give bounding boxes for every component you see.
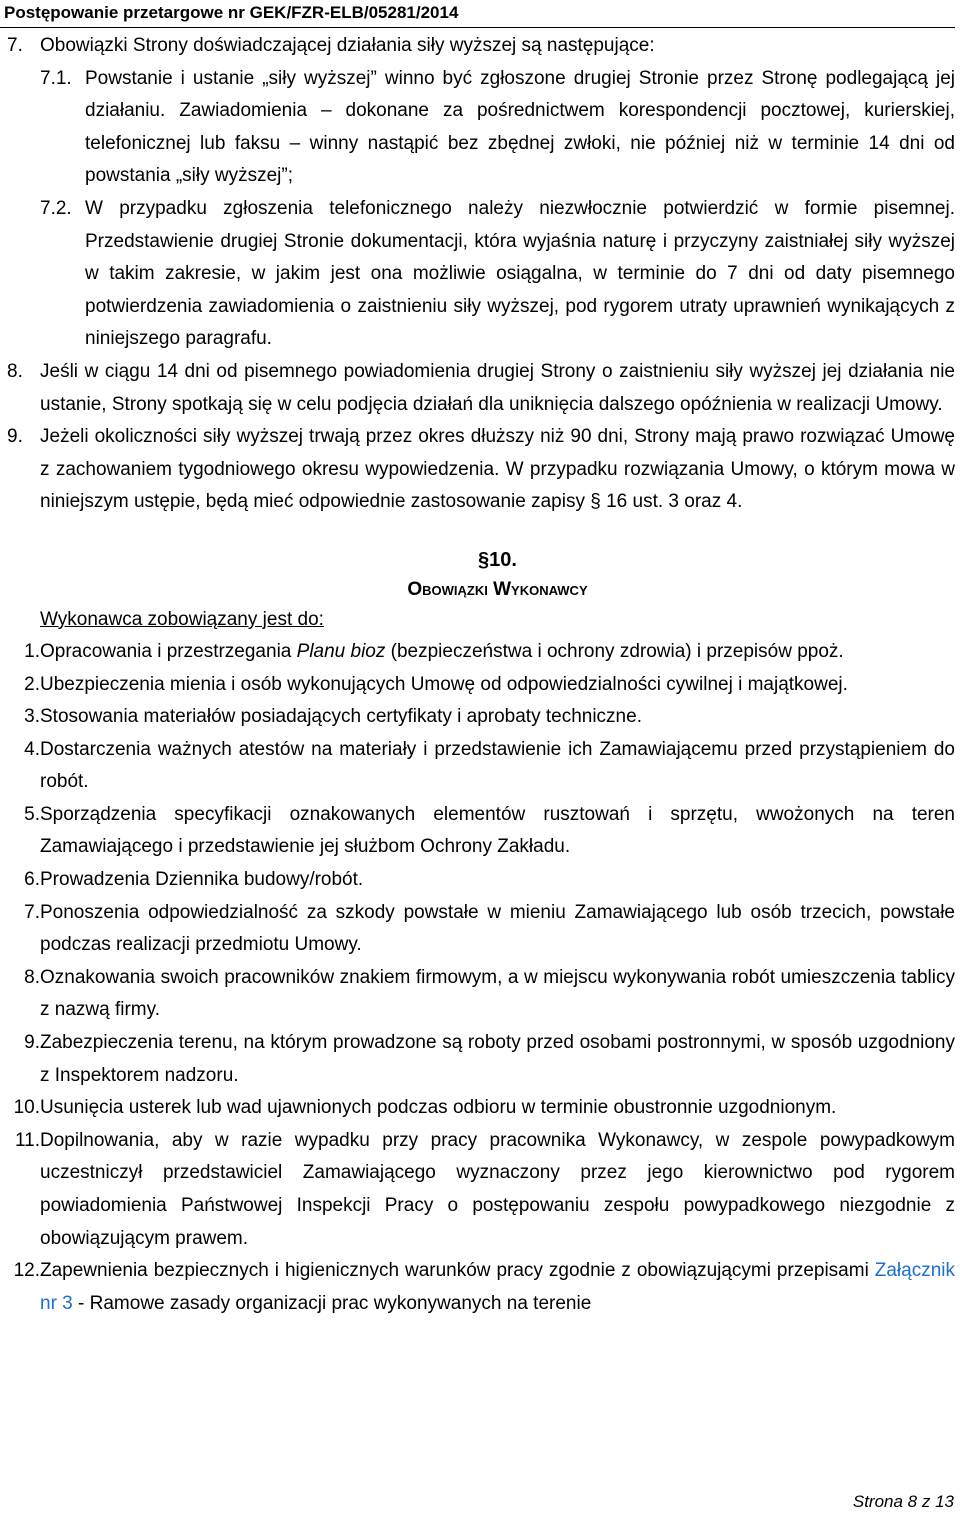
list-item-12 xyxy=(0,1255,955,1320)
list-item-8 xyxy=(0,962,955,1027)
section-7-2 xyxy=(0,193,955,356)
paragraph-10-lead: Wykonawca zobowiązany jest do: xyxy=(40,608,324,630)
list-item-2-text: Ubezpieczenia mienia i osób wykonujących Umowę od odpowiedzialności cywilnej i majątkowej. xyxy=(40,673,848,695)
page-number: Strona 8 z 13 xyxy=(852,1492,954,1511)
section-7-1-text: Powstanie i ustanie „siły wyższej” winno być zgłoszone drugiej Stronie przez Stronę podlegającą jej działaniu. Zawiadomienia – dokonane za pośrednictwem korespondencji pocztowej, kurierskiej, telefonicznej lub faksu – winny nastąpić bez zbędnej zwłoki, nie później niż w terminie 14 dni od powstania „siły wyższej”; xyxy=(85,67,955,187)
list-item-3 xyxy=(0,701,955,734)
header-title: Postępowanie przetargowe nr GEK/FZR-ELB/05281/2014 xyxy=(4,3,459,22)
list-item-12-number: 12. xyxy=(13,1260,40,1282)
list-item-12-text-post: - Ramowe zasady organizacji prac wykonywanych na terenie xyxy=(72,1292,592,1314)
list-item-1-text-pre: Opracowania i przestrzegania xyxy=(40,640,297,662)
list-item-5 xyxy=(0,799,955,864)
list-item-9-number: 9. xyxy=(24,1032,40,1054)
document-body xyxy=(0,30,955,1320)
list-item-3-number: 3. xyxy=(24,706,40,728)
list-item-12-text xyxy=(40,1255,955,1320)
list-item-7 xyxy=(0,897,955,962)
section-8-text: Jeśli w ciągu 14 dni od pisemnego powiadomienia drugiej Strony o zaistnieniu siły wyższej jej działania nie ustanie, Strony spotkają się w celu podjęcia działań dla uniknięcia dalszego opóźnienia w realizacji Umowy. xyxy=(40,360,955,415)
list-item-11-number: 11. xyxy=(14,1129,40,1151)
list-item-6-text: Prowadzenia Dziennika budowy/robót. xyxy=(40,869,364,891)
section-8 xyxy=(0,356,955,421)
list-item-3-text: Stosowania materiałów posiadających certyfikaty i aprobaty techniczne. xyxy=(40,706,642,728)
section-9-text: Jeżeli okoliczności siły wyższej trwają przez okres dłuższy niż 90 dni, Strony mają prawo rozwiązać Umowę z zachowaniem tygodniowego okresu wypowiedzenia. W przypadku rozwiązania Umowy, o którym mowa w niniejszym ustępie, będą mieć odpowiednie zastosowanie zapisy § 16 ust. 3 oraz 4. xyxy=(40,426,955,513)
plan-bioz-emphasis: Planu bioz xyxy=(296,640,386,662)
list-item-4-number: 4. xyxy=(24,738,40,760)
section-7-1-number: 7.1. xyxy=(40,67,72,89)
list-item-7-text: Ponoszenia odpowiedzialność za szkody powstałe w mieniu Zamawiającego lub osób trzecich, powstałe podczas realizacji przedmiotu Umowy. xyxy=(40,901,955,956)
section-7 xyxy=(0,30,955,63)
list-item-1-number: 1. xyxy=(24,640,40,662)
paragraph-10-title: §10. xyxy=(478,548,517,571)
section-7-text: Obowiązki Strony doświadczającej działania siły wyższej są następujące: xyxy=(40,35,655,56)
list-item-12-text-pre: Zapewnienia bezpiecznych i higienicznych warunków pracy zgodnie z obowiązującymi przepisami xyxy=(40,1260,875,1282)
section-7-2-text: W przypadku zgłoszenia telefonicznego należy niezwłocznie potwierdzić w formie pisemnej. Przedstawienie drugiej Stronie dokumentacji, która wyjaśnia naturę i przyczyny zaistniałej siły wyższej w takim zakresie, w jakim jest ona możliwie osiągalna, w terminie do 7 dni od daty pisemnego potwierdzenia zawiadomienia o zaistnieniu siły wyższej, pod rygorem utraty uprawnień wynikających z niniejszego paragrafu. xyxy=(85,197,955,350)
section-7-2-number: 7.2. xyxy=(40,197,72,219)
list-item-9 xyxy=(0,1027,955,1092)
list-item-1 xyxy=(0,636,955,669)
list-item-5-text: Sporządzenia specyfikacji oznakowanych elementów rusztowań i sprzętu, wwożonych na teren Zamawiającego i przedstawienie jej służbom Ochrony Zakładu. xyxy=(40,803,955,858)
spacer xyxy=(0,519,955,534)
list-item-10 xyxy=(0,1092,955,1125)
section-7-number: 7. xyxy=(7,35,23,56)
list-item-6 xyxy=(0,864,955,897)
list-item-1-text xyxy=(40,636,955,669)
section-7-1 xyxy=(0,63,955,193)
list-item-8-text: Oznakowania swoich pracowników znakiem firmowym, a w miejscu wykonywania robót umieszczenia tablicy z nazwą firmy. xyxy=(40,966,955,1021)
list-item-11 xyxy=(0,1125,955,1255)
list-item-2-number: 2. xyxy=(24,673,40,695)
list-item-5-number: 5. xyxy=(24,803,40,825)
list-item-4-text: Dostarczenia ważnych atestów na materiały i przedstawienie ich Zamawiającemu przed przystąpieniem do robót. xyxy=(40,738,955,793)
section-8-number: 8. xyxy=(7,360,23,382)
list-item-8-number: 8. xyxy=(24,966,40,988)
list-item-7-number: 7. xyxy=(24,901,40,923)
attachment-3-link[interactable]: Załącznik nr 3 xyxy=(40,1260,955,1314)
list-item-9-text: Zabezpieczenia terenu, na którym prowadzone są roboty przed osobami postronnymi, w sposób uzgodniony z Inspektorem nadzoru. xyxy=(40,1032,955,1086)
list-item-10-number: 10. xyxy=(13,1097,40,1119)
list-item-2 xyxy=(0,669,955,702)
list-item-11-text: Dopilnowania, aby w razie wypadku przy pracy pracownika Wykonawcy, w zespole powypadkowym uczestniczył przedstawiciel Zamawiającego wyznaczony przez jego kierownictwo pod rygorem powiadomienia Państwowej Inspekcji Pracy o postępowaniu zespołu powypadkowego niezgodnie z obowiązującym prawem. xyxy=(40,1129,955,1249)
list-item-10-text: Usunięcia usterek lub wad ujawnionych podczas odbioru w terminie obustronnie uzgodnionym. xyxy=(40,1097,837,1119)
list-item-1-text-post: (bezpieczeństwa i ochrony zdrowia) i przepisów ppoż. xyxy=(385,640,844,662)
paragraph-10-subtitle: Obowiązki Wykonawcy xyxy=(407,578,588,600)
section-9 xyxy=(0,421,955,519)
section-9-number: 9. xyxy=(7,426,23,448)
list-item-4 xyxy=(0,734,955,799)
list-item-6-number: 6. xyxy=(24,869,40,891)
document-header xyxy=(0,0,955,28)
